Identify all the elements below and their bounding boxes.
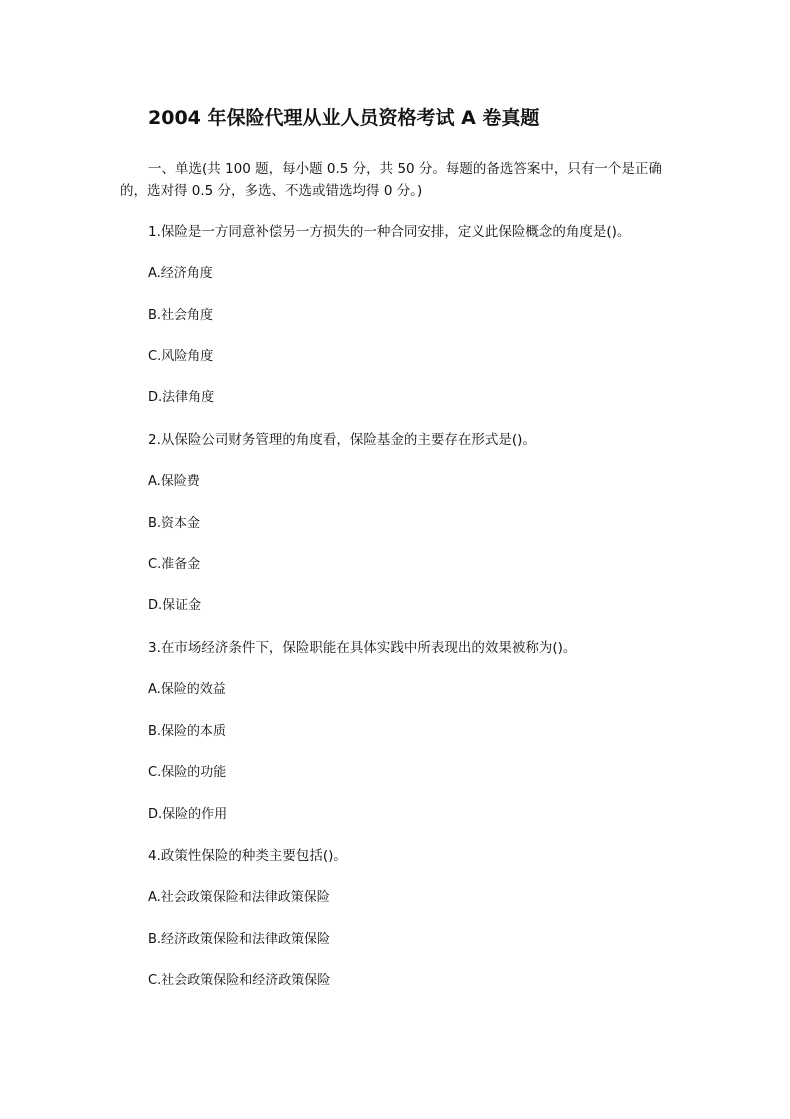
question-4-option-c: C.社会政策保险和经济政策保险 bbox=[148, 973, 331, 988]
document-title: 2004 年保险代理从业人员资格考试 A 卷真题 bbox=[148, 107, 540, 129]
question-4-option-a: A.社会政策保险和法律政策保险 bbox=[148, 890, 330, 905]
question-3-option-b: B.保险的本质 bbox=[148, 724, 227, 739]
question-3-stem: 3.在市场经济条件下，保险职能在具体实践中所表现出的效果被称为()。 bbox=[148, 640, 577, 656]
question-4-stem: 4.政策性保险的种类主要包括()。 bbox=[148, 848, 347, 864]
question-2-option-b: B.资本金 bbox=[148, 516, 201, 531]
question-3-option-a: A.保险的效益 bbox=[148, 682, 226, 697]
question-2-option-d: D.保证金 bbox=[148, 598, 202, 613]
section-intro: 一、单选(共 100 题，每小题 0.5 分，共 50 分。每题的备选答案中，只有一个是正确的，选对得 0.5 分，多选、不选或错选均得 0 分。) bbox=[120, 161, 662, 199]
question-1-option-c: C.风险角度 bbox=[148, 349, 214, 364]
question-2-stem: 2.从保险公司财务管理的角度看，保险基金的主要存在形式是()。 bbox=[148, 432, 536, 448]
question-1-option-a: A.经济角度 bbox=[148, 266, 213, 281]
question-1-option-b: B.社会角度 bbox=[148, 308, 214, 323]
question-3-option-d: D.保险的作用 bbox=[148, 807, 228, 822]
question-1-stem: 1.保险是一方同意补偿另一方损失的一种合同安排，定义此保险概念的角度是()。 bbox=[148, 224, 631, 240]
question-2-option-c: C.准备金 bbox=[148, 557, 201, 572]
question-1-option-d: D.法律角度 bbox=[148, 390, 215, 405]
question-4-option-b: B.经济政策保险和法律政策保险 bbox=[148, 932, 331, 947]
question-3-option-c: C.保险的功能 bbox=[148, 765, 227, 780]
question-2-option-a: A.保险费 bbox=[148, 474, 200, 489]
